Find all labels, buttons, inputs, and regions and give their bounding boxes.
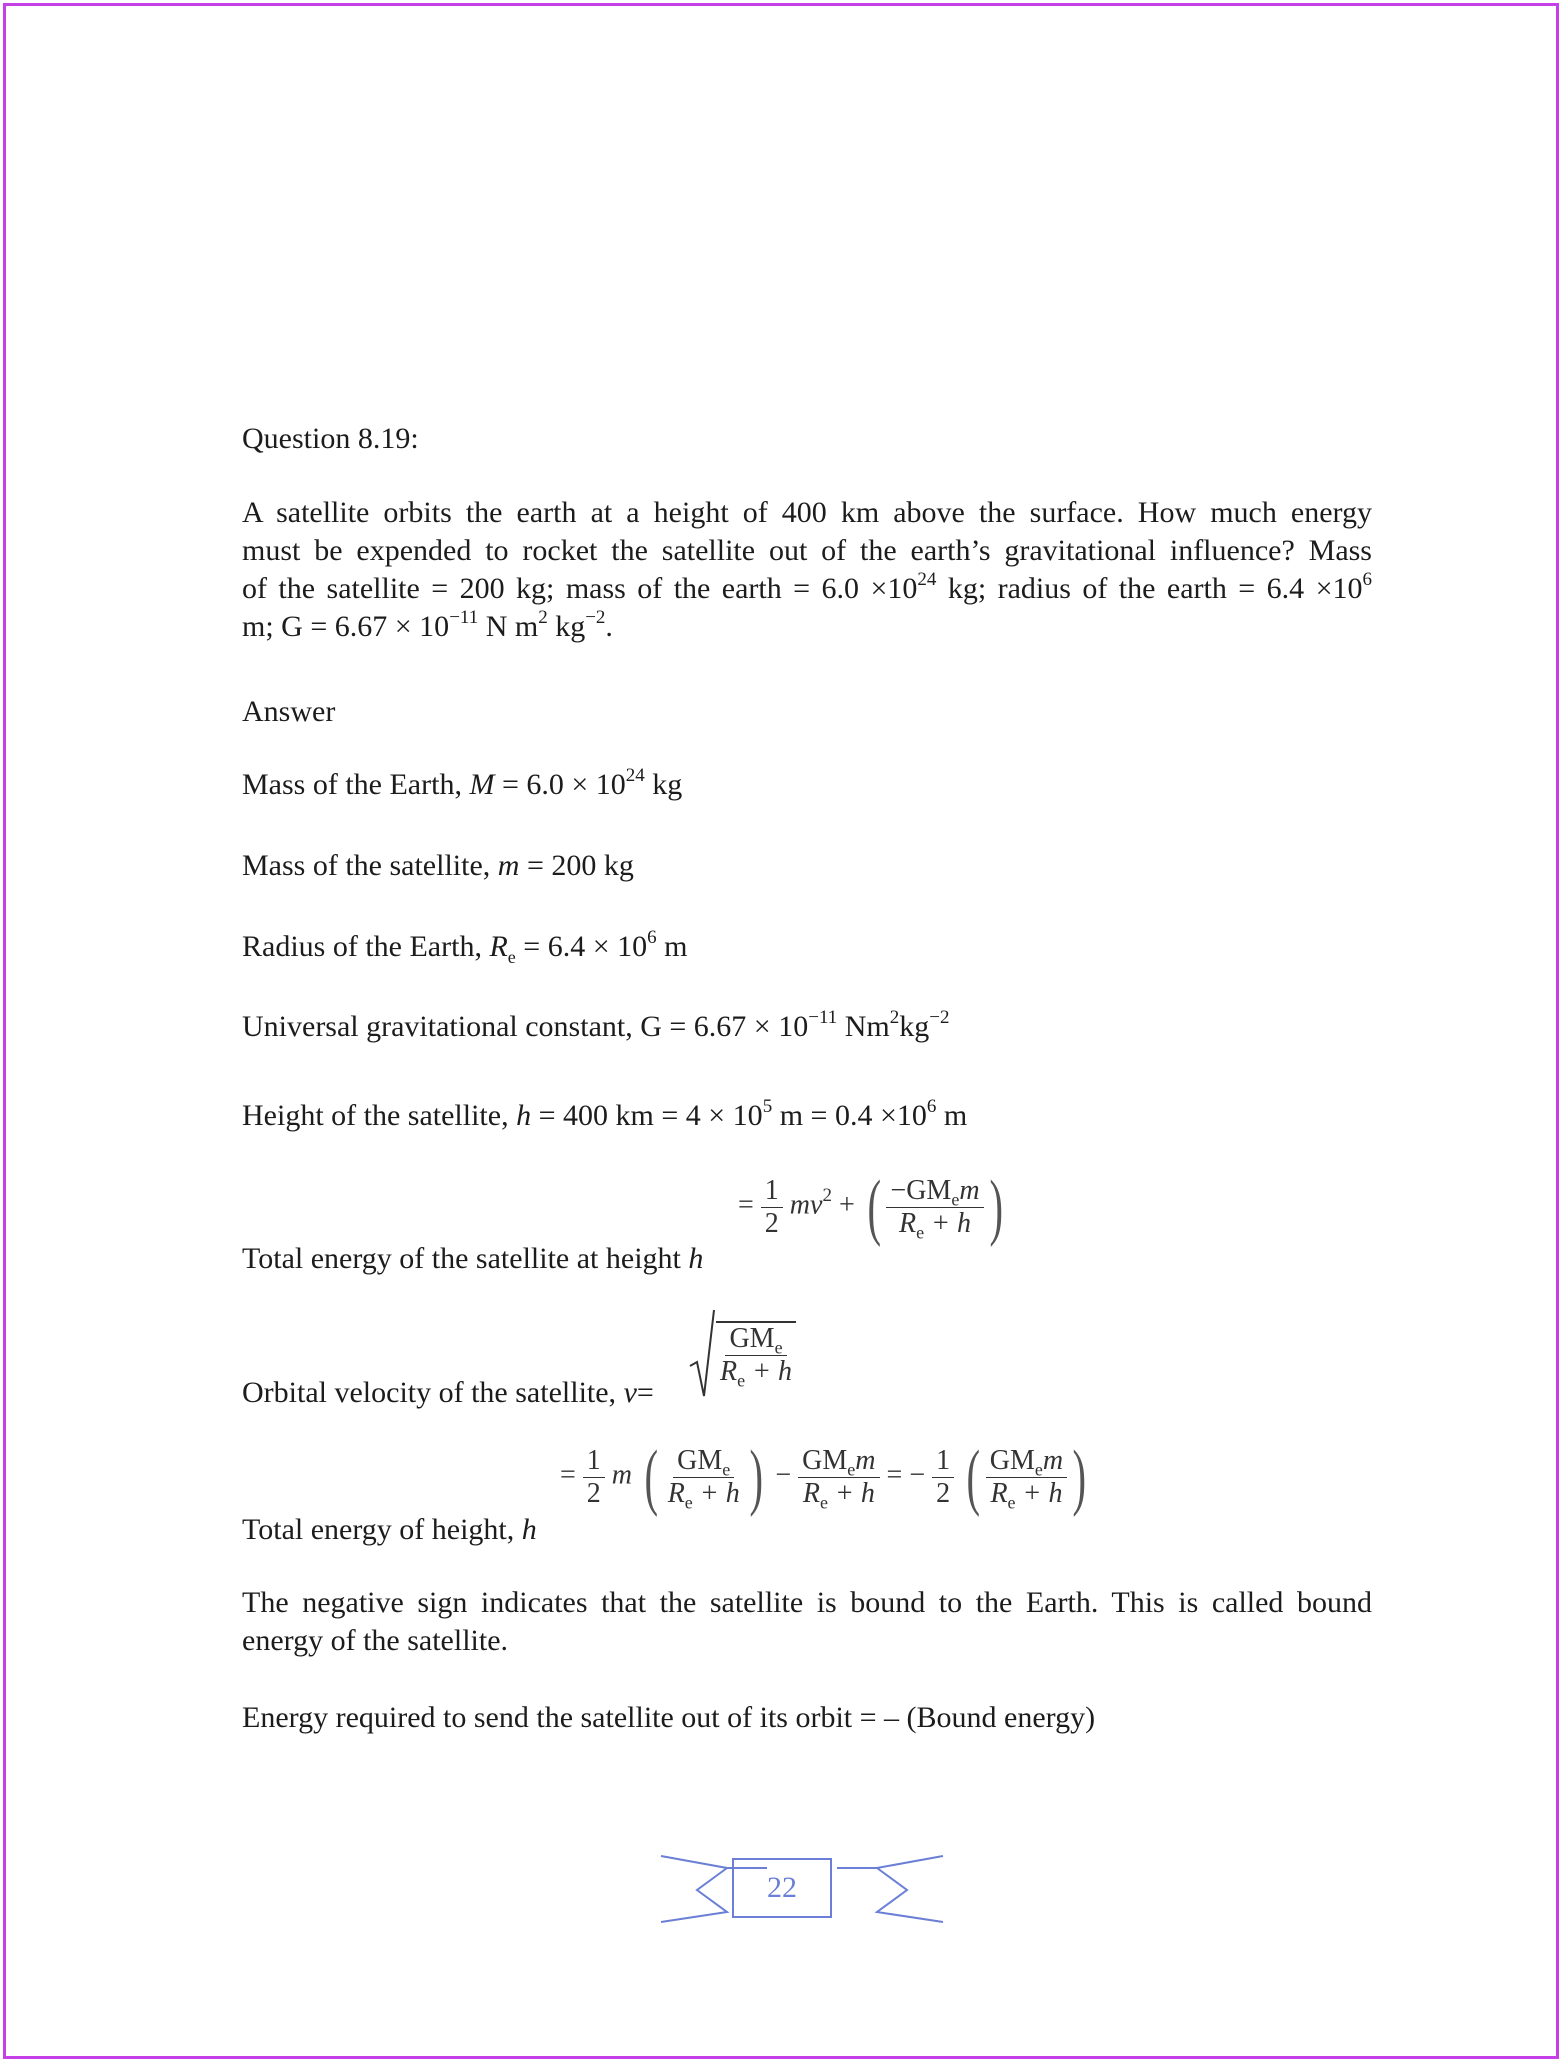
total-energy-height-label: Total energy of height, h bbox=[242, 1513, 537, 1546]
mass-earth-line: Mass of the Earth, $M = 6.0 \times 10^{24}$ kg bbox=[242, 765, 683, 801]
orbital-velocity-label: Orbital velocity of the satellite, v= bbox=[242, 1376, 654, 1409]
grav-constant-line: Universal gravitational constant, $G = 6.67 \times 10^{-11}$ $Nm^2kg^{-2}$ bbox=[242, 1007, 950, 1043]
question-line-2: must be expended to rocket the satellite out of the earth’s gravitational influence? Mass bbox=[242, 534, 1372, 567]
bound-line-2: energy of the satellite. bbox=[242, 1624, 509, 1657]
bound-energy-text bbox=[242, 1584, 1372, 1660]
potential-fraction: $\frac{-GM_em}{R_e + h}$ bbox=[886, 1175, 983, 1240]
total-energy-equation: = $\frac{1}{2}$ $mv^2$ + ( $\frac{-GM_em}{R_e + h}$ ) bbox=[738, 1166, 1003, 1248]
question-line-1: A satellite orbits the earth at a height of 400 km above the surface. How much energy bbox=[242, 496, 1372, 529]
radius-line: Radius of the Earth, $R_e = 6.4 \times 10^6$ m bbox=[242, 927, 688, 967]
energy-required-line: Energy required to send the satellite out of its orbit = – (Bound energy) bbox=[242, 1701, 1096, 1734]
total-energy-label: Total energy of the satellite at height h bbox=[242, 1242, 704, 1275]
question-text bbox=[242, 494, 1372, 646]
page-footer bbox=[657, 1850, 947, 1930]
total-energy-height-equation: = $\frac{1}{2}$ m ( $\frac{GM_e}{R_e + h}$ ) − $\frac{GM_em}{R_e + h}$ = − $\frac{1}{2}$ ( $\frac{GM_em}{R_e + h}$ ) bbox=[560, 1436, 1087, 1518]
bound-line-1: The negative sign indicates that the satellite is bound to the Earth. This is called bound bbox=[242, 1586, 1372, 1619]
page-number: 22 bbox=[732, 1858, 832, 1918]
question-line-4: m; $G = 6.67 \times 10^{-11}$ N $m^2$ $kg^{-2}$. bbox=[242, 607, 613, 643]
question-heading: Question 8.19: bbox=[242, 422, 419, 455]
radical-sign bbox=[688, 1308, 716, 1400]
question-line-3: of the satellite = 200 kg; mass of the earth = $6.0 \times 10^{24}$ kg; radius of the earth = $6.4 \times 10^6$ bbox=[242, 569, 1373, 605]
mass-satellite-line: Mass of the satellite, m = 200 kg bbox=[242, 849, 634, 882]
orbital-velocity-equation bbox=[688, 1308, 796, 1400]
velocity-fraction: $\frac{GM_e}{R_e + h}$ bbox=[716, 1321, 796, 1388]
half-fraction: $\frac{1}{2}$ bbox=[761, 1175, 783, 1240]
height-line: Height of the satellite, h = 400 km = $4 \times 10^5$ $m = 0.4 \times 10^6$ m bbox=[242, 1096, 968, 1132]
answer-heading: Answer bbox=[242, 695, 336, 728]
